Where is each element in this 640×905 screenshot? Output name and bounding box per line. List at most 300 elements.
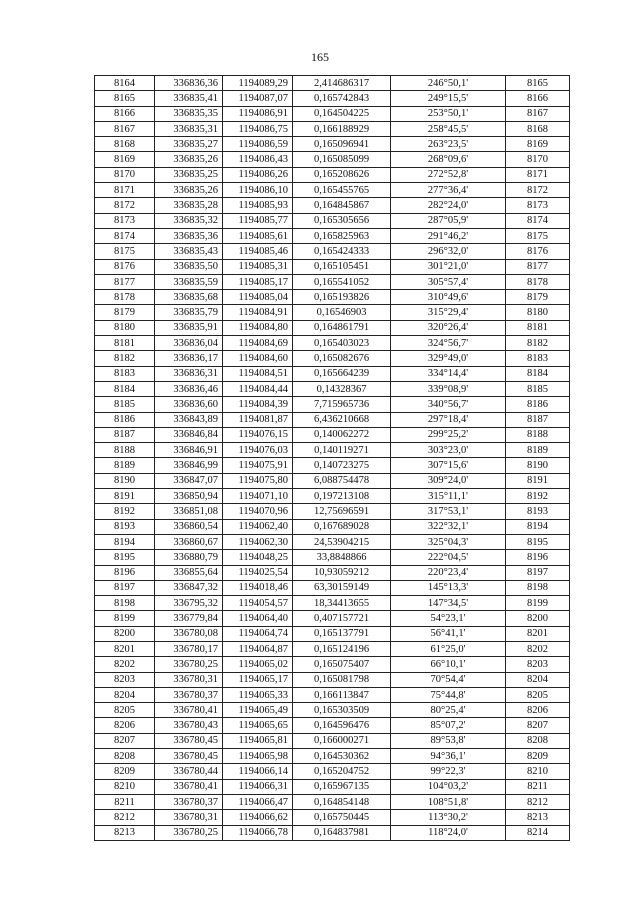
distance-cell: 0,407157721 [293, 611, 391, 626]
bearing-cell: 258°45,5' [391, 121, 506, 136]
y-coordinate-cell: 1194070,96 [223, 504, 293, 519]
distance-cell: 0,165967135 [293, 779, 391, 794]
y-coordinate-cell: 1194081,87 [223, 412, 293, 427]
table-row [95, 167, 570, 182]
next-point-cell: 8214 [506, 825, 570, 840]
table-row [95, 76, 570, 91]
table-row [95, 657, 570, 672]
bearing-cell: 145°13,3' [391, 580, 506, 595]
next-point-cell: 8178 [506, 274, 570, 289]
next-point-cell: 8181 [506, 320, 570, 335]
next-point-cell: 8165 [506, 76, 570, 91]
x-coordinate-cell: 336779,84 [155, 611, 223, 626]
bearing-cell: 309°24,0' [391, 473, 506, 488]
next-point-cell: 8189 [506, 443, 570, 458]
bearing-cell: 104°03,2' [391, 779, 506, 794]
y-coordinate-cell: 1194085,31 [223, 259, 293, 274]
distance-cell: 0,165137791 [293, 626, 391, 641]
point-number-cell: 8201 [95, 641, 155, 656]
distance-cell: 0,16546903 [293, 305, 391, 320]
point-number-cell: 8191 [95, 489, 155, 504]
y-coordinate-cell: 1194025,54 [223, 565, 293, 580]
next-point-cell: 8182 [506, 336, 570, 351]
bearing-cell: 277°36,4' [391, 183, 506, 198]
bearing-cell: 75°44,8' [391, 687, 506, 702]
point-number-cell: 8211 [95, 794, 155, 809]
x-coordinate-cell: 336860,54 [155, 519, 223, 534]
table-row [95, 764, 570, 779]
distance-cell: 0,140723275 [293, 458, 391, 473]
y-coordinate-cell: 1194054,57 [223, 596, 293, 611]
point-number-cell: 8174 [95, 228, 155, 243]
distance-cell: 0,165750445 [293, 810, 391, 825]
bearing-cell: 320°26,4' [391, 320, 506, 335]
table-row [95, 228, 570, 243]
y-coordinate-cell: 1194064,87 [223, 641, 293, 656]
next-point-cell: 8197 [506, 565, 570, 580]
table-row [95, 381, 570, 396]
point-number-cell: 8170 [95, 167, 155, 182]
point-number-cell: 8176 [95, 259, 155, 274]
point-number-cell: 8180 [95, 320, 155, 335]
point-number-cell: 8212 [95, 810, 155, 825]
bearing-cell: 56°41,1' [391, 626, 506, 641]
distance-cell: 0,140062272 [293, 427, 391, 442]
x-coordinate-cell: 336835,35 [155, 106, 223, 121]
table-row [95, 687, 570, 702]
x-coordinate-cell: 336795,32 [155, 596, 223, 611]
distance-cell: 0,164596476 [293, 718, 391, 733]
next-point-cell: 8202 [506, 641, 570, 656]
y-coordinate-cell: 1194086,75 [223, 121, 293, 136]
table-row [95, 366, 570, 381]
x-coordinate-cell: 336780,31 [155, 672, 223, 687]
coordinates-table [94, 75, 570, 841]
distance-cell: 0,165096941 [293, 137, 391, 152]
point-number-cell: 8189 [95, 458, 155, 473]
table-row [95, 626, 570, 641]
next-point-cell: 8171 [506, 167, 570, 182]
x-coordinate-cell: 336780,08 [155, 626, 223, 641]
point-number-cell: 8199 [95, 611, 155, 626]
point-number-cell: 8179 [95, 305, 155, 320]
bearing-cell: 89°53,8' [391, 733, 506, 748]
next-point-cell: 8194 [506, 519, 570, 534]
next-point-cell: 8169 [506, 137, 570, 152]
x-coordinate-cell: 336780,37 [155, 794, 223, 809]
point-number-cell: 8210 [95, 779, 155, 794]
bearing-cell: 340°56,7' [391, 397, 506, 412]
y-coordinate-cell: 1194065,33 [223, 687, 293, 702]
x-coordinate-cell: 336780,45 [155, 749, 223, 764]
y-coordinate-cell: 1194084,39 [223, 397, 293, 412]
table-row [95, 198, 570, 213]
y-coordinate-cell: 1194084,60 [223, 351, 293, 366]
point-number-cell: 8205 [95, 703, 155, 718]
point-number-cell: 8181 [95, 336, 155, 351]
x-coordinate-cell: 336855,64 [155, 565, 223, 580]
y-coordinate-cell: 1194066,14 [223, 764, 293, 779]
next-point-cell: 8195 [506, 534, 570, 549]
distance-cell: 0,166113847 [293, 687, 391, 702]
point-number-cell: 8195 [95, 550, 155, 565]
distance-cell: 0,165204752 [293, 764, 391, 779]
point-number-cell: 8207 [95, 733, 155, 748]
bearing-cell: 317°53,1' [391, 504, 506, 519]
next-point-cell: 8199 [506, 596, 570, 611]
distance-cell: 0,165193826 [293, 290, 391, 305]
table-row [95, 91, 570, 106]
y-coordinate-cell: 1194084,44 [223, 381, 293, 396]
bearing-cell: 305°57,4' [391, 274, 506, 289]
x-coordinate-cell: 336850,94 [155, 489, 223, 504]
next-point-cell: 8185 [506, 381, 570, 396]
next-point-cell: 8184 [506, 366, 570, 381]
point-number-cell: 8185 [95, 397, 155, 412]
next-point-cell: 8205 [506, 687, 570, 702]
x-coordinate-cell: 336880,79 [155, 550, 223, 565]
distance-cell: 0,165742843 [293, 91, 391, 106]
bearing-cell: 220°23,4' [391, 565, 506, 580]
y-coordinate-cell: 1194075,91 [223, 458, 293, 473]
point-number-cell: 8172 [95, 198, 155, 213]
point-number-cell: 8187 [95, 427, 155, 442]
bearing-cell: 297°18,4' [391, 412, 506, 427]
point-number-cell: 8213 [95, 825, 155, 840]
table-row [95, 427, 570, 442]
x-coordinate-cell: 336835,26 [155, 152, 223, 167]
point-number-cell: 8183 [95, 366, 155, 381]
bearing-cell: 263°23,5' [391, 137, 506, 152]
table-row [95, 810, 570, 825]
table-row [95, 611, 570, 626]
x-coordinate-cell: 336780,41 [155, 779, 223, 794]
bearing-cell: 301°21,0' [391, 259, 506, 274]
y-coordinate-cell: 1194066,78 [223, 825, 293, 840]
y-coordinate-cell: 1194048,25 [223, 550, 293, 565]
y-coordinate-cell: 1194065,98 [223, 749, 293, 764]
bearing-cell: 339°08,9' [391, 381, 506, 396]
next-point-cell: 8212 [506, 794, 570, 809]
next-point-cell: 8170 [506, 152, 570, 167]
y-coordinate-cell: 1194087,07 [223, 91, 293, 106]
bearing-cell: 296°32,0' [391, 244, 506, 259]
bearing-cell: 324°56,7' [391, 336, 506, 351]
x-coordinate-cell: 336836,36 [155, 76, 223, 91]
table-row [95, 274, 570, 289]
point-number-cell: 8182 [95, 351, 155, 366]
y-coordinate-cell: 1194086,10 [223, 183, 293, 198]
table-row [95, 489, 570, 504]
bearing-cell: 118°24,0' [391, 825, 506, 840]
distance-cell: 0,165541052 [293, 274, 391, 289]
table-row [95, 106, 570, 121]
next-point-cell: 8201 [506, 626, 570, 641]
distance-cell: 33,8848866 [293, 550, 391, 565]
y-coordinate-cell: 1194066,62 [223, 810, 293, 825]
point-number-cell: 8190 [95, 473, 155, 488]
bearing-cell: 303°23,0' [391, 443, 506, 458]
table-row [95, 320, 570, 335]
next-point-cell: 8177 [506, 259, 570, 274]
bearing-cell: 307°15,6' [391, 458, 506, 473]
x-coordinate-cell: 336835,36 [155, 228, 223, 243]
x-coordinate-cell: 336780,37 [155, 687, 223, 702]
table-row [95, 550, 570, 565]
y-coordinate-cell: 1194086,91 [223, 106, 293, 121]
table-row [95, 121, 570, 136]
x-coordinate-cell: 336835,27 [155, 137, 223, 152]
next-point-cell: 8213 [506, 810, 570, 825]
point-number-cell: 8175 [95, 244, 155, 259]
table-row [95, 412, 570, 427]
table-row [95, 565, 570, 580]
bearing-cell: 268°09,6' [391, 152, 506, 167]
next-point-cell: 8166 [506, 91, 570, 106]
distance-cell: 0,165105451 [293, 259, 391, 274]
distance-cell: 0,165208626 [293, 167, 391, 182]
bearing-cell: 94°36,1' [391, 749, 506, 764]
table-row [95, 703, 570, 718]
distance-cell: 24,53904215 [293, 534, 391, 549]
point-number-cell: 8178 [95, 290, 155, 305]
distance-cell: 0,197213108 [293, 489, 391, 504]
x-coordinate-cell: 336836,60 [155, 397, 223, 412]
point-number-cell: 8198 [95, 596, 155, 611]
next-point-cell: 8200 [506, 611, 570, 626]
distance-cell: 7,715965736 [293, 397, 391, 412]
table-row [95, 825, 570, 840]
x-coordinate-cell: 336836,17 [155, 351, 223, 366]
bearing-cell: 80°25,4' [391, 703, 506, 718]
distance-cell: 0,165403023 [293, 336, 391, 351]
x-coordinate-cell: 336780,41 [155, 703, 223, 718]
x-coordinate-cell: 336835,31 [155, 121, 223, 136]
bearing-cell: 249°15,5' [391, 91, 506, 106]
next-point-cell: 8190 [506, 458, 570, 473]
bearing-cell: 70°54,4' [391, 672, 506, 687]
bearing-cell: 113°30,2' [391, 810, 506, 825]
page-number: 165 [311, 50, 329, 64]
x-coordinate-cell: 336835,41 [155, 91, 223, 106]
table-row [95, 641, 570, 656]
point-number-cell: 8193 [95, 519, 155, 534]
y-coordinate-cell: 1194089,29 [223, 76, 293, 91]
table-row [95, 397, 570, 412]
point-number-cell: 8206 [95, 718, 155, 733]
distance-cell: 6,436210668 [293, 412, 391, 427]
point-number-cell: 8208 [95, 749, 155, 764]
point-number-cell: 8184 [95, 381, 155, 396]
x-coordinate-cell: 336836,04 [155, 336, 223, 351]
next-point-cell: 8167 [506, 106, 570, 121]
next-point-cell: 8196 [506, 550, 570, 565]
table-row [95, 290, 570, 305]
table-row [95, 244, 570, 259]
y-coordinate-cell: 1194065,17 [223, 672, 293, 687]
next-point-cell: 8173 [506, 198, 570, 213]
distance-cell: 0,165075407 [293, 657, 391, 672]
bearing-cell: 325°04,3' [391, 534, 506, 549]
bearing-cell: 310°49,6' [391, 290, 506, 305]
x-coordinate-cell: 336846,91 [155, 443, 223, 458]
next-point-cell: 8172 [506, 183, 570, 198]
x-coordinate-cell: 336835,79 [155, 305, 223, 320]
point-number-cell: 8164 [95, 76, 155, 91]
x-coordinate-cell: 336835,26 [155, 183, 223, 198]
distance-cell: 2,414686317 [293, 76, 391, 91]
point-number-cell: 8168 [95, 137, 155, 152]
y-coordinate-cell: 1194084,91 [223, 305, 293, 320]
point-number-cell: 8204 [95, 687, 155, 702]
bearing-cell: 54°23,1' [391, 611, 506, 626]
point-number-cell: 8171 [95, 183, 155, 198]
distance-cell: 0,164504225 [293, 106, 391, 121]
x-coordinate-cell: 336780,17 [155, 641, 223, 656]
point-number-cell: 8196 [95, 565, 155, 580]
y-coordinate-cell: 1194076,03 [223, 443, 293, 458]
next-point-cell: 8207 [506, 718, 570, 733]
point-number-cell: 8197 [95, 580, 155, 595]
table-row [95, 336, 570, 351]
x-coordinate-cell: 336835,28 [155, 198, 223, 213]
x-coordinate-cell: 336780,31 [155, 810, 223, 825]
next-point-cell: 8176 [506, 244, 570, 259]
next-point-cell: 8206 [506, 703, 570, 718]
bearing-cell: 299°25,2' [391, 427, 506, 442]
y-coordinate-cell: 1194062,30 [223, 534, 293, 549]
distance-cell: 0,165081798 [293, 672, 391, 687]
distance-cell: 0,166188929 [293, 121, 391, 136]
distance-cell: 0,166000271 [293, 733, 391, 748]
bearing-cell: 282°24,0' [391, 198, 506, 213]
table-row [95, 779, 570, 794]
y-coordinate-cell: 1194066,31 [223, 779, 293, 794]
distance-cell: 0,165082676 [293, 351, 391, 366]
distance-cell: 12,75696591 [293, 504, 391, 519]
y-coordinate-cell: 1194065,81 [223, 733, 293, 748]
x-coordinate-cell: 336843,89 [155, 412, 223, 427]
y-coordinate-cell: 1194076,15 [223, 427, 293, 442]
x-coordinate-cell: 336846,99 [155, 458, 223, 473]
x-coordinate-cell: 336835,32 [155, 213, 223, 228]
point-number-cell: 8202 [95, 657, 155, 672]
point-number-cell: 8177 [95, 274, 155, 289]
y-coordinate-cell: 1194085,04 [223, 290, 293, 305]
distance-cell: 0,165825963 [293, 228, 391, 243]
distance-cell: 0,167689028 [293, 519, 391, 534]
point-number-cell: 8173 [95, 213, 155, 228]
next-point-cell: 8186 [506, 397, 570, 412]
point-number-cell: 8203 [95, 672, 155, 687]
next-point-cell: 8208 [506, 733, 570, 748]
bearing-cell: 315°11,1' [391, 489, 506, 504]
table-row [95, 580, 570, 595]
distance-cell: 0,165664239 [293, 366, 391, 381]
y-coordinate-cell: 1194085,77 [223, 213, 293, 228]
table-row [95, 672, 570, 687]
next-point-cell: 8211 [506, 779, 570, 794]
point-number-cell: 8188 [95, 443, 155, 458]
bearing-cell: 85°07,2' [391, 718, 506, 733]
y-coordinate-cell: 1194066,47 [223, 794, 293, 809]
next-point-cell: 8209 [506, 749, 570, 764]
table-row [95, 259, 570, 274]
x-coordinate-cell: 336835,43 [155, 244, 223, 259]
bearing-cell: 287°05,9' [391, 213, 506, 228]
point-number-cell: 8209 [95, 764, 155, 779]
table-row [95, 351, 570, 366]
distance-cell: 0,164530362 [293, 749, 391, 764]
bearing-cell: 246°50,1' [391, 76, 506, 91]
y-coordinate-cell: 1194084,51 [223, 366, 293, 381]
next-point-cell: 8187 [506, 412, 570, 427]
bearing-cell: 334°14,4' [391, 366, 506, 381]
bearing-cell: 99°22,3' [391, 764, 506, 779]
x-coordinate-cell: 336780,44 [155, 764, 223, 779]
table-row [95, 473, 570, 488]
x-coordinate-cell: 336835,59 [155, 274, 223, 289]
table-row [95, 534, 570, 549]
y-coordinate-cell: 1194086,43 [223, 152, 293, 167]
x-coordinate-cell: 336846,84 [155, 427, 223, 442]
next-point-cell: 8180 [506, 305, 570, 320]
point-number-cell: 8167 [95, 121, 155, 136]
bearing-cell: 272°52,8' [391, 167, 506, 182]
distance-cell: 0,140119271 [293, 443, 391, 458]
table-row [95, 504, 570, 519]
bearing-cell: 322°32,1' [391, 519, 506, 534]
point-number-cell: 8194 [95, 534, 155, 549]
distance-cell: 10,93059212 [293, 565, 391, 580]
distance-cell: 0,165085099 [293, 152, 391, 167]
x-coordinate-cell: 336835,68 [155, 290, 223, 305]
y-coordinate-cell: 1194085,46 [223, 244, 293, 259]
y-coordinate-cell: 1194071,10 [223, 489, 293, 504]
next-point-cell: 8183 [506, 351, 570, 366]
table-row [95, 749, 570, 764]
distance-cell: 0,164837981 [293, 825, 391, 840]
y-coordinate-cell: 1194018,46 [223, 580, 293, 595]
table-row [95, 137, 570, 152]
point-number-cell: 8165 [95, 91, 155, 106]
distance-cell: 63,30159149 [293, 580, 391, 595]
y-coordinate-cell: 1194065,65 [223, 718, 293, 733]
point-number-cell: 8200 [95, 626, 155, 641]
y-coordinate-cell: 1194085,93 [223, 198, 293, 213]
y-coordinate-cell: 1194084,80 [223, 320, 293, 335]
table-row [95, 596, 570, 611]
x-coordinate-cell: 336835,50 [155, 259, 223, 274]
y-coordinate-cell: 1194085,17 [223, 274, 293, 289]
next-point-cell: 8210 [506, 764, 570, 779]
bearing-cell: 108°51,8' [391, 794, 506, 809]
x-coordinate-cell: 336836,46 [155, 381, 223, 396]
bearing-cell: 147°34,5' [391, 596, 506, 611]
table-row [95, 718, 570, 733]
bearing-cell: 329°49,0' [391, 351, 506, 366]
next-point-cell: 8203 [506, 657, 570, 672]
y-coordinate-cell: 1194065,02 [223, 657, 293, 672]
distance-cell: 0,165424333 [293, 244, 391, 259]
x-coordinate-cell: 336835,25 [155, 167, 223, 182]
next-point-cell: 8179 [506, 290, 570, 305]
x-coordinate-cell: 336851,08 [155, 504, 223, 519]
next-point-cell: 8191 [506, 473, 570, 488]
y-coordinate-cell: 1194064,74 [223, 626, 293, 641]
x-coordinate-cell: 336780,43 [155, 718, 223, 733]
bearing-cell: 222°04,5' [391, 550, 506, 565]
